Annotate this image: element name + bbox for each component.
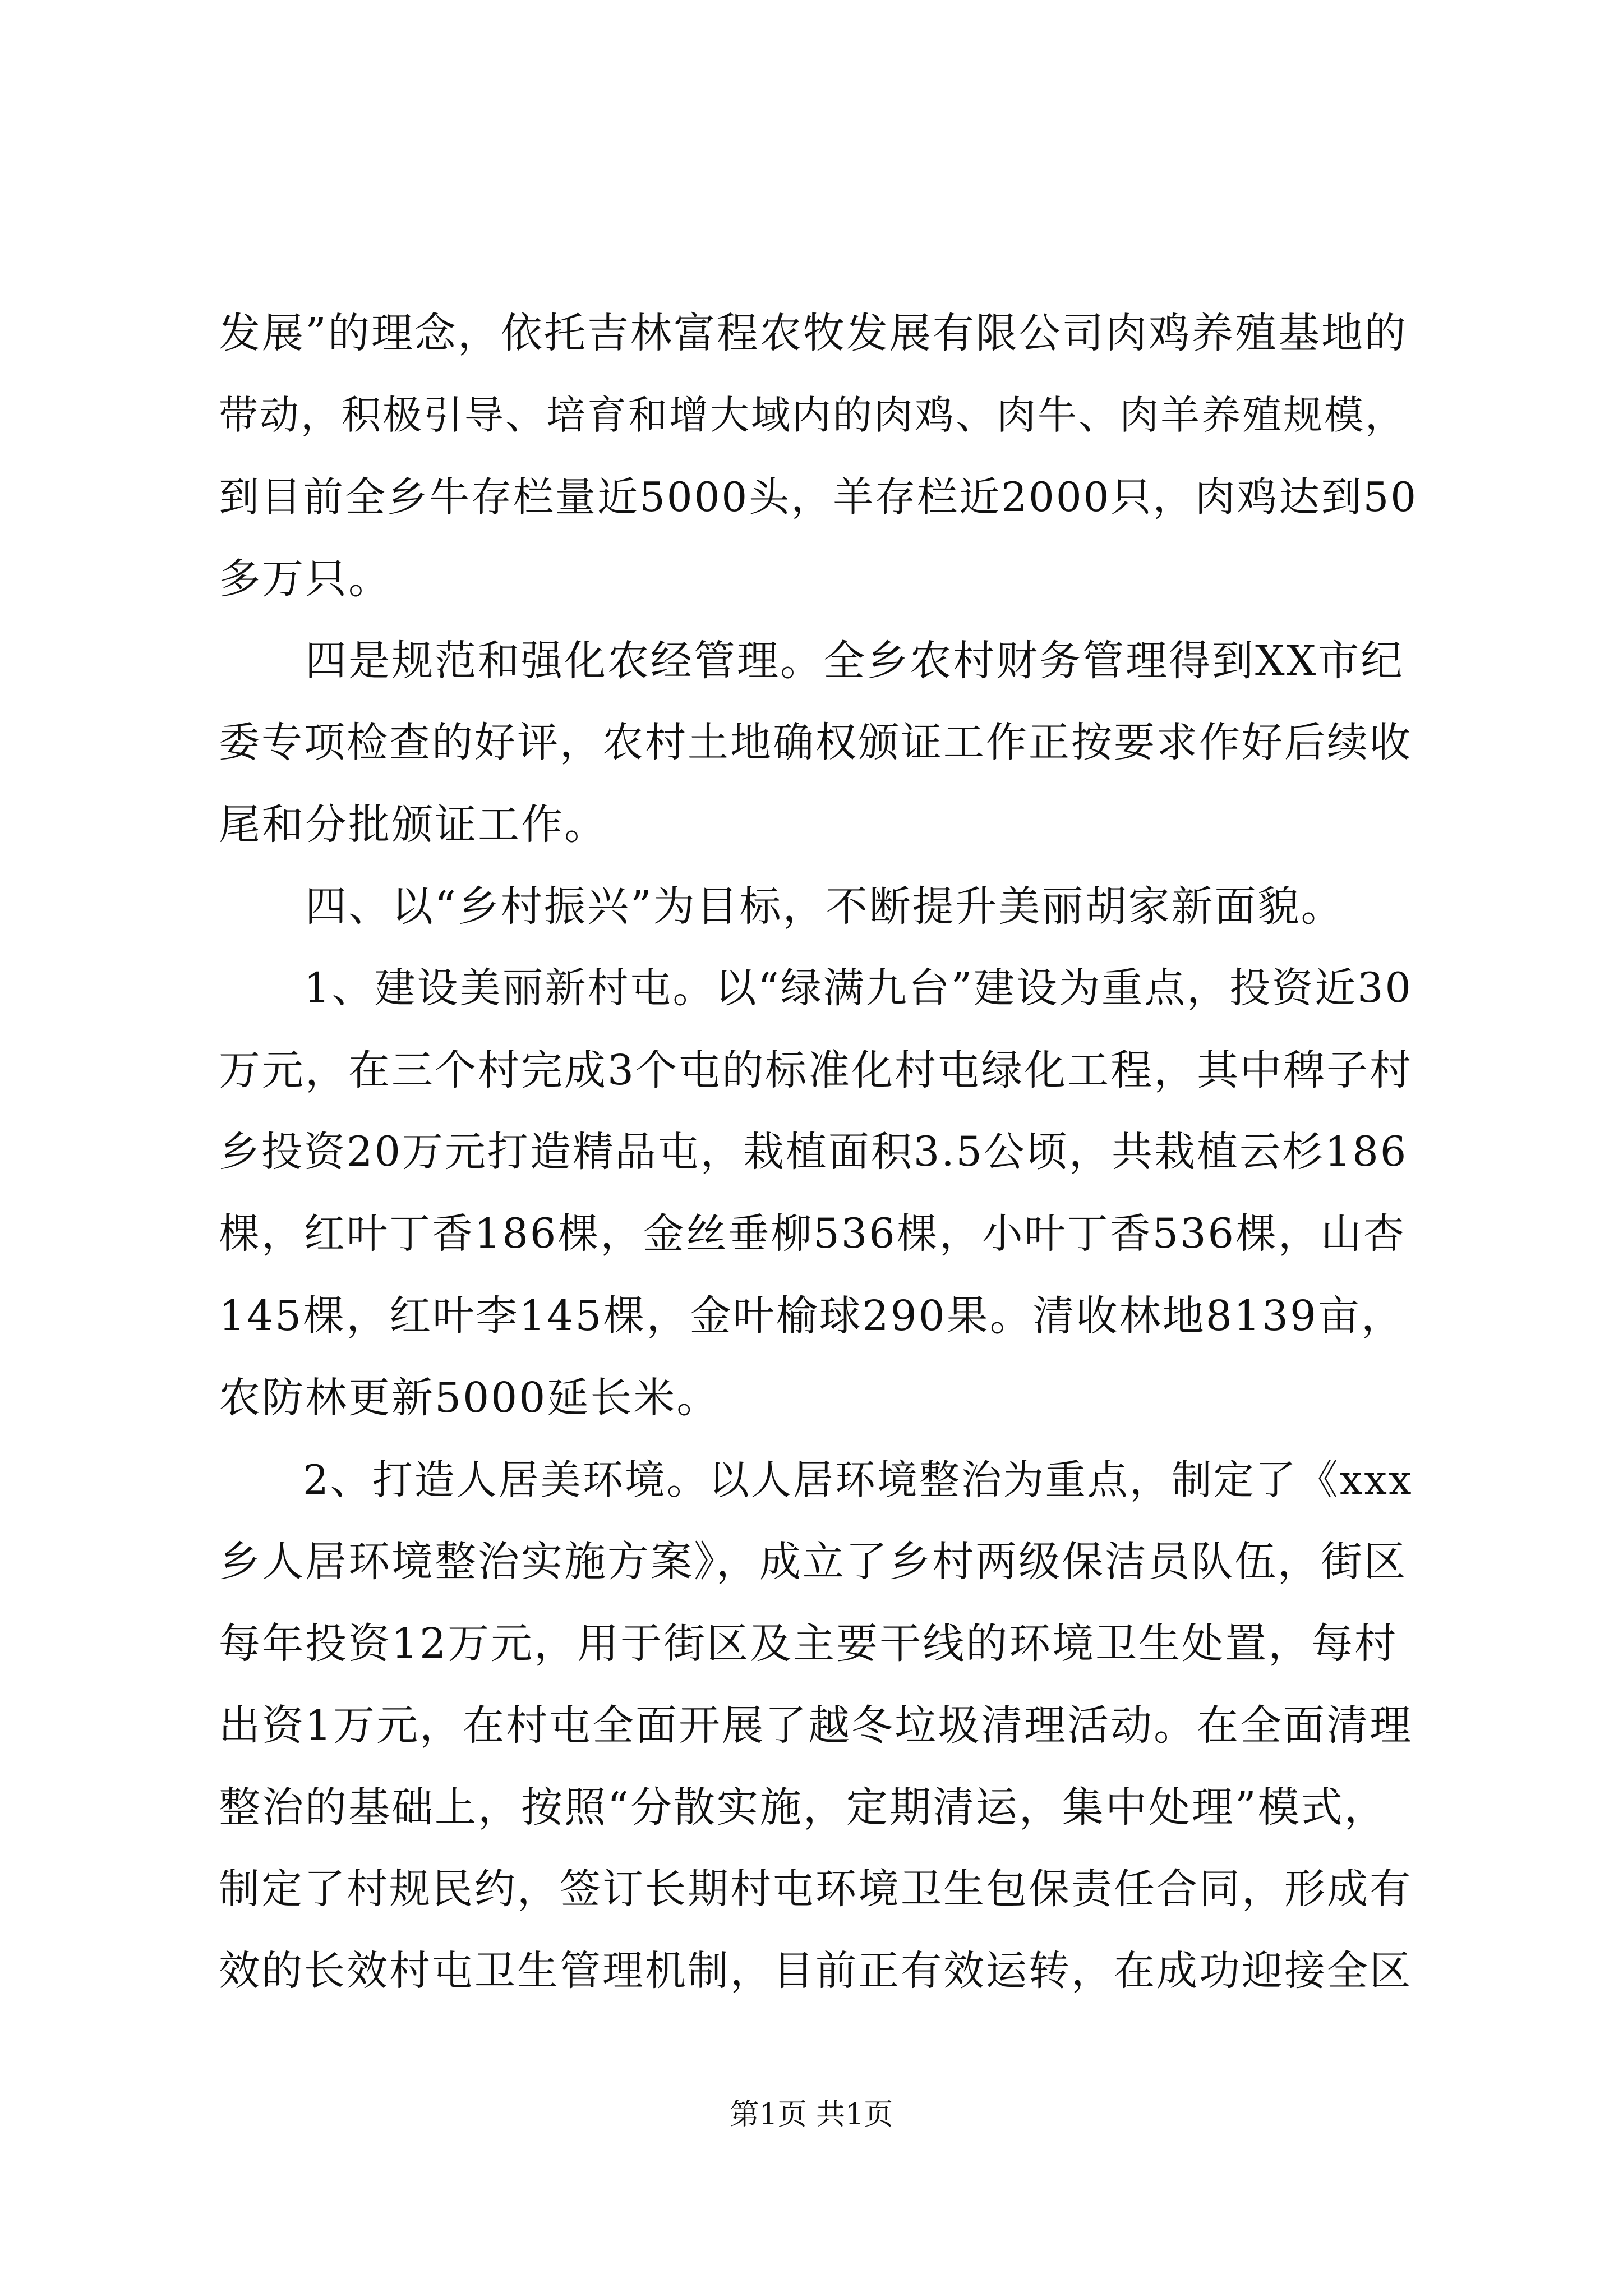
text-line: 尾和分批颁证工作。	[219, 800, 607, 849]
section-heading: 四、以“乡村振兴”为目标，不断提升美丽胡家新面貌。	[219, 882, 1344, 931]
text-line: 出资1万元，在村屯全面开展了越冬垃圾清理活动。在全面清理	[219, 1701, 1413, 1750]
text-line: 145棵，红叶李145棵，金叶榆球290果。清收林地8139亩，	[219, 1292, 1405, 1340]
text-line: 制定了村规民约，签订长期村屯环境卫生包保责任合同，形成有	[219, 1865, 1412, 1913]
text-line: 乡投资20万元打造精品屯，栽植面积3.5公顷，共栽植云杉186	[219, 1128, 1408, 1176]
text-line: 多万只。	[219, 555, 391, 603]
text-line: 2、打造人居美环境。以人居环境整治为重点，制定了《xxx	[219, 1456, 1413, 1503]
text-line: 1、建设美丽新村屯。以“绿满九台”建设为重点，投资近30	[219, 964, 1413, 1012]
text-line: 发展”的理念，依托吉林富程农牧发展有限公司肉鸡养殖基地的	[219, 309, 1408, 357]
text-line: 委专项检查的好评，农村土地确权颁证工作正按要求作好后续收	[219, 719, 1412, 766]
text-line: 效的长效村屯卫生管理机制，目前正有效运转，在成功迎接全区	[219, 1947, 1412, 1995]
text-line: 到目前全乡牛存栏量近5000头，羊存栏近2000只，肉鸡达到50	[219, 473, 1418, 521]
text-line: 每年投资12万元，用于街区及主要干线的环境卫生处置，每村	[219, 1619, 1398, 1668]
text-line: 乡人居环境整治实施方案》，成立了乡村两级保洁员队伍，街区	[219, 1538, 1407, 1586]
text-line: 带动，积极引导、培育和增大域内的肉鸡、肉牛、肉羊养殖规模，	[219, 392, 1406, 438]
text-line: 整治的基础上，按照“分散实施，定期清运，集中处理”模式，	[219, 1783, 1387, 1832]
text-line: 农防林更新5000延长米。	[219, 1374, 720, 1422]
text-line: 万元，在三个村完成3个屯的标准化村屯绿化工程，其中稗子村	[219, 1046, 1413, 1094]
text-line: 四是规范和强化农经管理。全乡农村财务管理得到XX市纪	[219, 637, 1404, 685]
page-footer: 第1页 共1页	[730, 2098, 893, 2132]
text-line: 棵，红叶丁香186棵，金丝垂柳536棵，小叶丁香536棵，山杏	[219, 1210, 1407, 1258]
